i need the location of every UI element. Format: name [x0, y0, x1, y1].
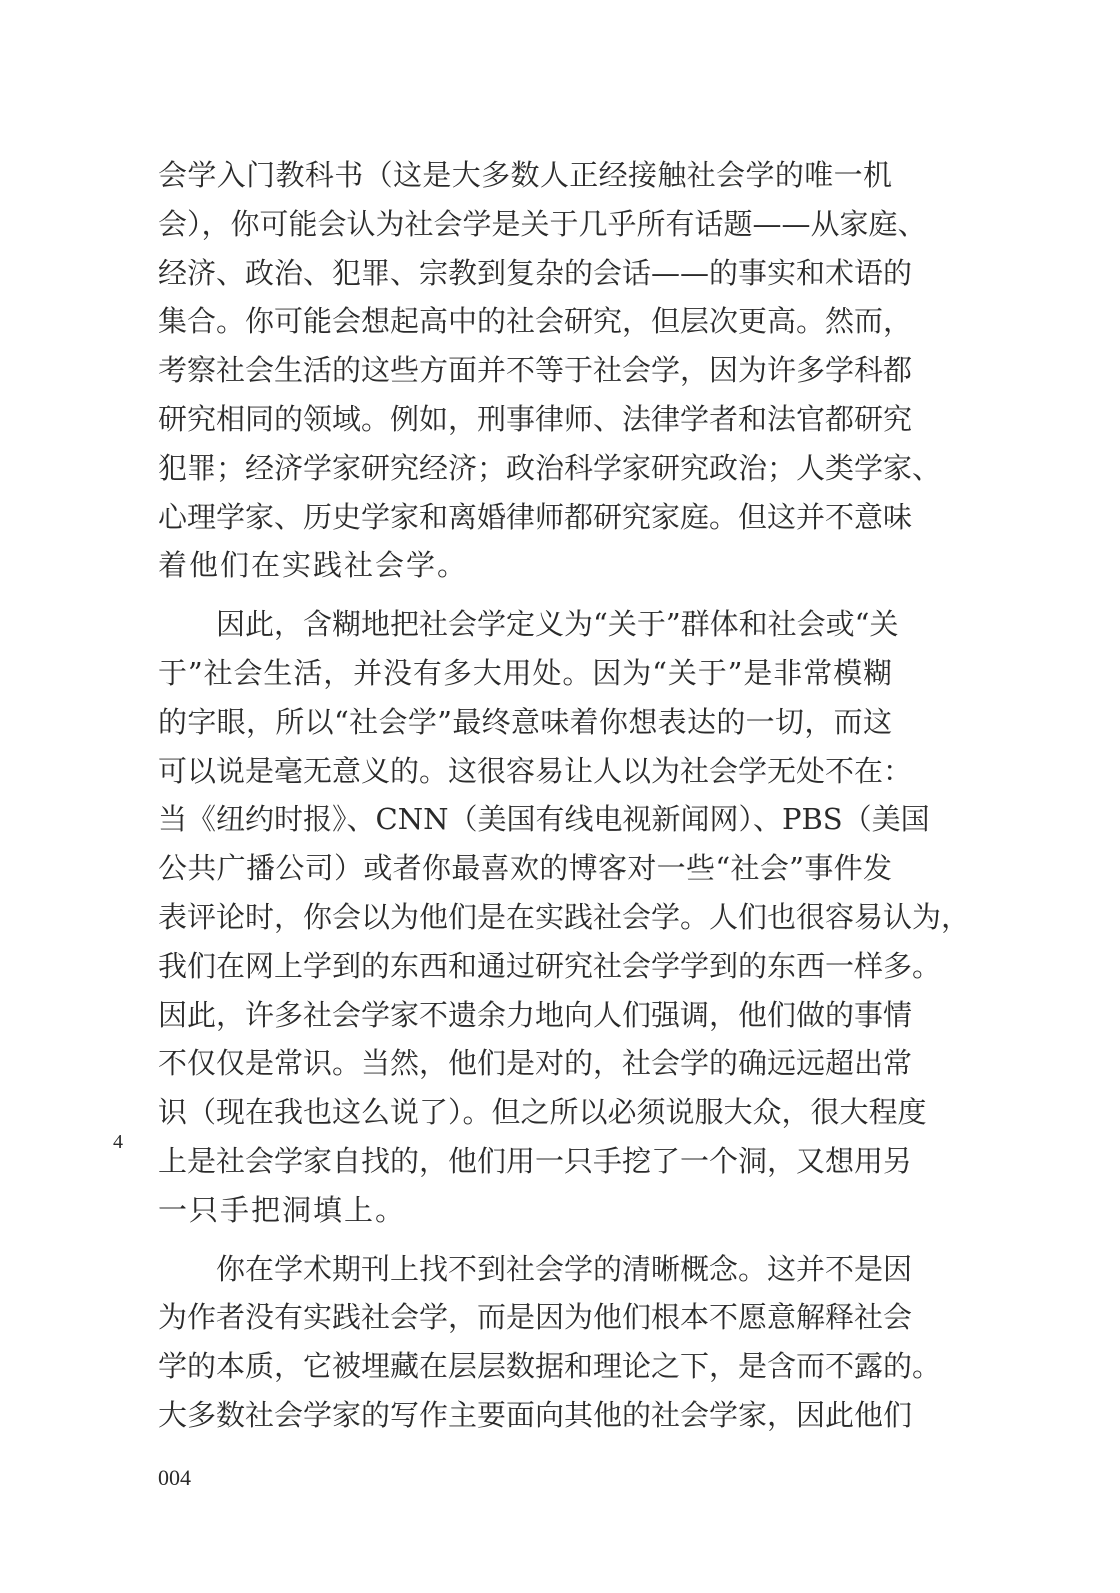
text-line: 会学入门教科书（这是大多数人正经接触社会学的唯一机: [158, 158, 892, 192]
text-line: 考察社会生活的这些方面并不等于社会学，因为许多学科都: [158, 353, 913, 388]
body-text: [158, 151, 971, 1440]
text-line: 犯罪；经济学家研究经济；政治科学家研究政治；人类学家、: [158, 450, 942, 485]
text-line: 你在学术期刊上找不到社会学的清晰概念。这并不是因: [216, 1251, 913, 1286]
text-line: 研究相同的领域。例如，刑事律师、法律学者和法官都研究: [158, 401, 913, 436]
text-line: 经济、政治、犯罪、宗教到复杂的会话——的事实和术语的: [158, 255, 913, 290]
text-line: 着他们在实践社会学。: [158, 548, 469, 583]
text-line: 学的本质，它被埋藏在层层数据和理论之下，是含而不露的。: [158, 1349, 942, 1384]
text-line: 心理学家、历史学家和离婚律师都研究家庭。但这并不意味: [158, 499, 913, 534]
text-line: 我们在网上学到的东西和通过研究社会学学到的东西一样多。: [158, 948, 942, 983]
text-line: 公共广播公司）或者你最喜欢的博客对一些“社会”事件发: [158, 851, 892, 886]
text-line: 大多数社会学家的写作主要面向其他的社会学家，因此他们: [158, 1397, 913, 1432]
text-line: 可以说是毫无意义的。这很容易让人以为社会学无处不在：: [158, 753, 913, 788]
text-line: 表评论时，你会以为他们是在实践社会学。人们也很容易认为，: [158, 899, 971, 934]
text-line: 于”社会生活，并没有多大用处。因为“关于”是非常模糊: [158, 655, 892, 690]
text-line: 上是社会学家自找的，他们用一只手挖了一个洞，又想用另: [158, 1143, 913, 1178]
text-line: 集合。你可能会想起高中的社会研究，但层次更高。然而，: [158, 304, 913, 339]
text-line: 不仅仅是常识。当然，他们是对的，社会学的确远远超出常: [158, 1046, 913, 1081]
margin-page-number: 4: [113, 1131, 123, 1153]
text-line: 因此，含糊地把社会学定义为“关于”群体和社会或“关: [216, 607, 899, 642]
text-line: 当《纽约时报》、CNN（美国有线电视新闻网）、PBS（美国: [158, 802, 930, 837]
text-line: 会），你可能会认为社会学是关于几乎所有话题——从家庭、: [158, 206, 927, 241]
page-folio: 004: [158, 1465, 191, 1490]
text-line: 为作者没有实践社会学，而是因为他们根本不愿意解释社会: [158, 1300, 913, 1335]
text-line: 因此，许多社会学家不遗余力地向人们强调，他们做的事情: [158, 997, 913, 1032]
text-line: 识（现在我也这么说了）。但之所以必须说服大众，很大程度: [158, 1095, 927, 1130]
text-line: 的字眼，所以“社会学”最终意味着你想表达的一切，而这: [158, 704, 892, 739]
text-line: 一只手把洞填上。: [158, 1192, 407, 1227]
